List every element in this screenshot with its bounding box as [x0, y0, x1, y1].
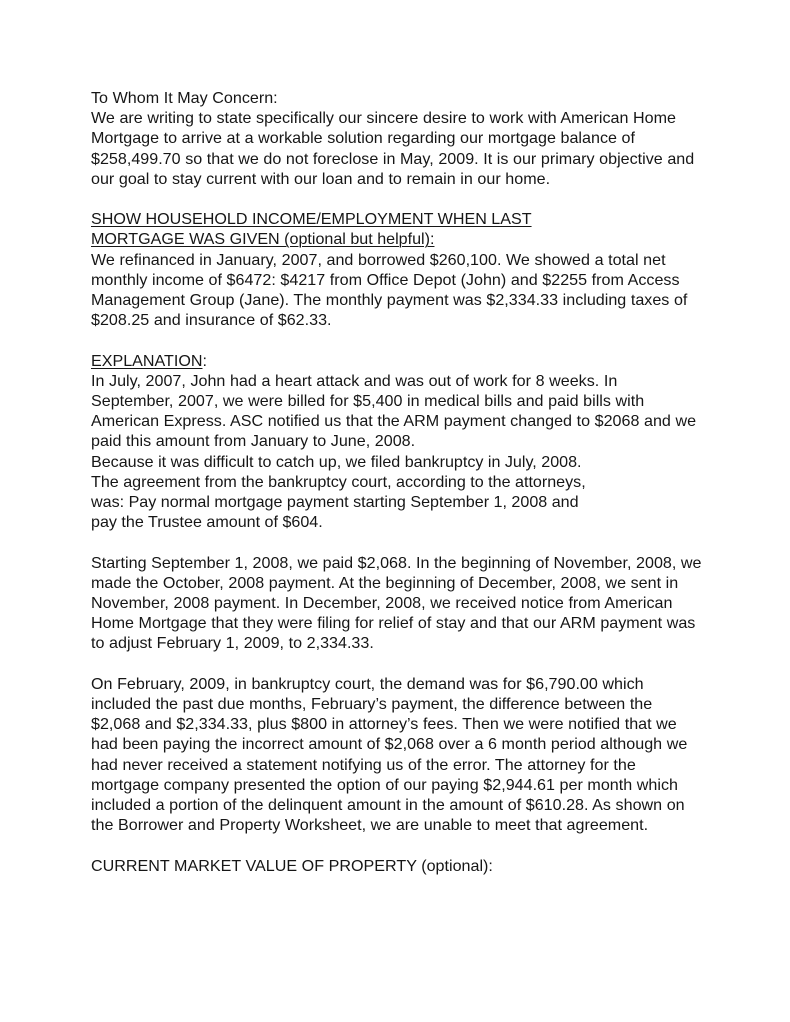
- heading-explanation-colon: :: [202, 351, 207, 370]
- paragraph-explanation-1: In July, 2007, John had a heart attack and was out of work for 8 weeks. In September, 2007, we were billed for $5,400 in medical bills and paid bills with American Express. ASC notified us that the ARM payment changed to $2068 and we paid this amount from January to June, 2008.: [91, 371, 697, 451]
- heading-household-income-line-2: MORTGAGE WAS GIVEN (optional but helpful):: [91, 230, 435, 249]
- salutation: To Whom It May Concern:: [91, 89, 278, 107]
- heading-explanation-label: EXPLANATION: [91, 351, 203, 370]
- explanation-2-line-2: The agreement from the bankruptcy court, according to the attorneys,: [91, 472, 586, 491]
- paragraph-court: On February, 2009, in bankruptcy court, the demand was for $6,790.00 which included the past due months, February’s payment, the difference between the $2,068 and $2,334.33, plus $800 in attorney’s fees. Then we were notified that we had been paying the incorrect amount of $2,068 over a 6 month period although we had never received a statement notifying us of the error. The attorney for the mortgage company presented the option of our paying $2,944.61 per month which included a portion of the delinquent amount in the amount of $610.28. As shown on the Borrower and Property Worksheet, we are unable to meet that agreement.: [91, 674, 688, 835]
- paragraph-intro: We are writing to state specifically our sincere desire to work with American Home Mortgage to arrive at a workable solution regarding our mortgage balance of $258,499.70 so that we do not foreclose in May, 2009. It is our primary objective and our goal to stay current with our loan and to remain in our home.: [91, 109, 695, 188]
- explanation-2-line-1: Because it was difficult to catch up, we filed bankruptcy in July, 2008.: [91, 452, 582, 471]
- paragraph-explanation-2: [91, 452, 703, 533]
- heading-household-income: [91, 209, 703, 249]
- heading-household-income-line-1: SHOW HOUSEHOLD INCOME/EMPLOYMENT WHEN LAST: [91, 210, 532, 229]
- heading-explanation: [91, 351, 703, 371]
- explanation-2-line-3: was: Pay normal mortgage payment starting September 1, 2008 and: [91, 493, 579, 512]
- paragraph-payments: Starting September 1, 2008, we paid $2,068. In the beginning of November, 2008, we made the October, 2008 payment. At the beginning of December, 2008, we sent in November, 2008 payment. In December, 2008, we received notice from American Home Mortgage that they were filing for relief of stay and that our ARM payment was to adjust February 1, 2009, to 2,334.33.: [91, 553, 702, 653]
- explanation-2-line-4: pay the Trustee amount of $604.: [91, 513, 323, 532]
- heading-current-market-value: CURRENT MARKET VALUE OF PROPERTY (optional):: [91, 856, 493, 875]
- letter-body: [91, 88, 703, 876]
- paragraph-income-body: We refinanced in January, 2007, and borrowed $260,100. We showed a total net monthly income of $6472: $4217 from Office Depot (John) and $2255 from Access Management Group (Jane). The monthly payment was $2,334.33 including taxes of $208.25 and insurance of $62.33.: [91, 250, 688, 330]
